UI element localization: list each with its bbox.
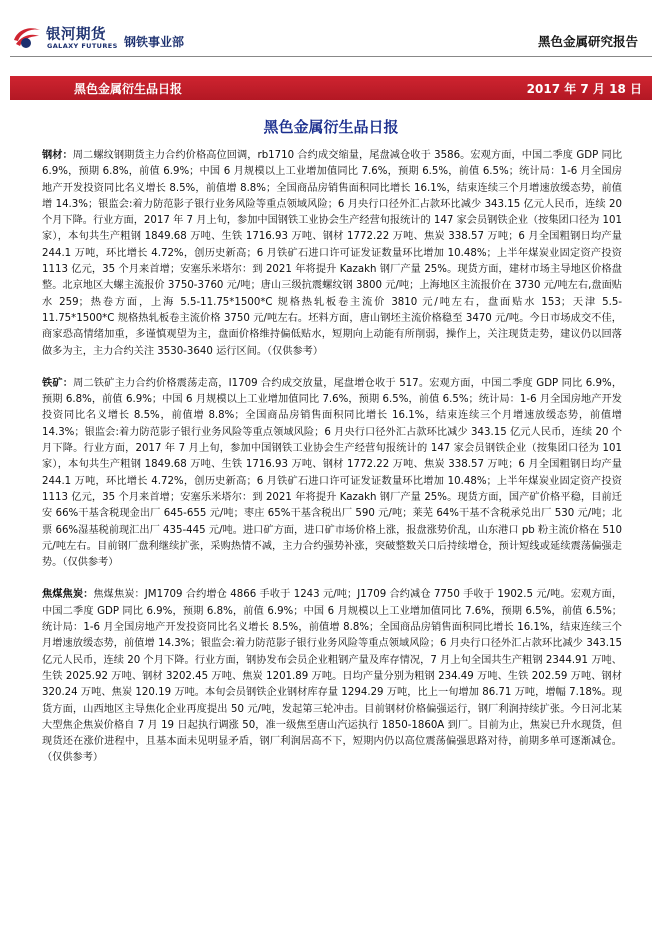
section-coking-coal-coke: [42, 587, 622, 766]
title-banner: [10, 76, 652, 100]
header-divider: [10, 56, 652, 57]
section-text: 焦煤焦炭：JM1709 合约增仓 4866 手收于 1243 元/吨；J1709 合约减仓 7750 手收于 1902.5 元/吨。宏观方面，中国二季度 GDP 同比 6.9%，预期 6.8%，前值 6.9%；中国 6 月规模以上工业增加值同比 7.6%，预期 6.5%，前值 6.5%；统计局：1-6 月全国房地产开发投资同比名义增长 8.5%，前值增 8.8%；全国商品房销售面积同比增长 16.1%，结束连续三个月增速放缓态势，前值增 14.3%；银监会:着力防范影子银行业务风险等重点领域风险；6 月央行口径外汇占款环比减少 343.15 亿元人民币，连续 20 个月下降。行业方面，钢协发布会员企业粗钢产量及库存情况，7 月上旬全国共生产粗钢 2344.91 万吨、生铁 2025.92 万吨、钢材 3202.45 万吨、焦炭 1201.89 万吨。日均产量分别为粗钢 234.49 万吨、生铁 202.59 万吨、钢材 320.24 万吨、焦炭 120.19 万吨。本旬会员钢铁企业钢材库存量 1294.29 万吨，比上一旬增加 86.71 万吨，增幅 7.18%。现货方面，山西地区主导焦化企业再度提出 50 元/吨，发起第三轮冲击。目前钢材价格偏强运行，钢厂利润持续扩张。今日河北某大型焦企焦炭价格自 7 月 19 日起执行调涨 50，准一级焦至唐山汽运执行 1850-1860A 到厂。目前为止，焦炭已升水现货，但现货还在涨价进程中，且基本面未见明显矛盾，钢厂利润居高不下，短期内仍以高位震荡偏强思路对待，前期多单可逐渐减仓。（仅供参考）: [42, 589, 623, 764]
report-body: [42, 148, 622, 783]
brand-name: 银河期货: [46, 27, 106, 43]
section-text: 周二铁矿主力合约价格震荡走高，I1709 合约成交放量，尾盘增仓收于 517。宏观方面，中国二季度 GDP 同比 6.9%，预期 6.8%，前值 6.9%；中国 6 月规模以上工业增加值同比 7.6%，预期 6.5%，前值 6.5%；统计局：1-6 月全国房地产开发投资同比名义增长 8.5%，前值增 8.8%；全国商品房销售面积同比增长 16.1%，结束连续三个月增速放缓态势，前值增 14.3%；银监会:着力防范影子银行业务风险等重点领域风险；6 月央行口径外汇占款环比减少 343.15 亿元人民币，连续 20 个月下降。行业方面，2017 年 7 月上旬，参加中国钢铁工业协会生产经营旬报统计的 147 家会员钢铁企业（按集团口径为 101 家），本旬共生产粗钢 1849.68 万吨、生铁 1716.93 万吨、钢材 1772.22 万吨、焦炭 338.57 万吨；6 月全国粗钢日均产量 244.1 万吨，环比增长 4.72%，创历史新高；6 月铁矿石进口许可证发证数量环比增加 10.48%；上半年煤炭业固定资产投资 1113 亿元，35 个月来首增；安塞乐米塔尔：到 2021 年将提升 Kazakh 钢厂产量 25%。现货方面，国产矿价格平稳，目前迁安 66%干基含税现金出厂 645-655 元/吨；枣庄 65%干基含税出厂 590 元/吨；莱芜 64%干基不含税承兑出厂 530 元/吨；北票 66%湿基税前现汇出厂 435-445 元/吨。进口矿方面，进口矿市场价格上涨，报盘涨势价乱，山东港口 pb 粉主流价格在 510 元/吨左右。目前钢厂盘利继续扩张，采购热情不减，主力合约强势补涨，突破整数关口后持续增仓，预计短线或延续震荡偏强走势。（仅供参考）: [42, 377, 623, 569]
brand-name-english: GALAXY FUTURES: [47, 42, 118, 50]
document-title: 黑色金属衍生品日报: [263, 118, 399, 136]
section-heading: 焦煤焦炭：: [42, 589, 94, 601]
section-text: 周二螺纹钢期货主力合约价格高位回调，rb1710 合约成交缩量，尾盘减仓收于 3586。宏观方面，中国二季度 GDP 同比 6.9%，预期 6.8%，前值 6.9%；中国 6 月规模以上工业增加值同比 7.6%，预期 6.5%，前值 6.5%；统计局：1-6 月全国房地产开发投资同比名义增长 8.5%，前值增 8.8%；全国商品房销售面积同比增长 16.1%，结束连续三个月增速放缓态势，前值增 14.3%；银监会:着力防范影子银行业务风险等重点领域风险；6 月央行口径外汇占款环比减少 343.15 亿元人民币，连续 20 个月下降。行业方面，2017 年 7 月上旬，参加中国钢铁工业协会生产经营旬报统计的 147 家会员钢铁企业（按集团口径为 101 家），本旬共生产粗钢 1849.68 万吨、生铁 1716.93 万吨、钢材 1772.22 万吨、焦炭 338.57 万吨；6 月全国粗钢日均产量 244.1 万吨，环比增长 4.72%，创历史新高；6 月铁矿石进口许可证发证数量环比增加 10.48%；上半年煤炭业固定资产投资 1113 亿元，35 个月来首增；安塞乐米塔尔：到 2021 年将提升 Kazakh 钢厂产量 25%。现货方面，建材市场主导地区价格盘整。北京地区大螺主流报价 3750-3760 元/吨；唐山三级抗震螺纹钢 3800 元/吨；上海地区主流报价在 3730 元/吨左右,盘面贴水 259；热卷方面，上海 5.5-11.75*1500*C 规格热轧板卷主流价 3810 元/吨左右，盘面贴水 153；天津 5.5-11.75*1500*C 规格热轧板卷主流价格 3750 元/吨左右。坯料方面，唐山钢坯主流价格稳至 3470 元/吨。今日市场成交不佳，商家恐高情绪加重，多谨慎观望为主，盘面价格维持偏低贴水，短期向上动能有所削弱，操作上，关注现货走势，建议仍以回落做多为主，主力合约关注 3530-3640 运行区间。（仅供参考）: [42, 150, 623, 357]
banner-title: 黑色金属衍生品日报: [74, 82, 183, 96]
report-date: 2017 年 7 月 18 日: [526, 82, 642, 96]
section-heading: 铁矿：: [42, 377, 74, 389]
section-steel: [42, 148, 622, 360]
section-heading: 钢材：: [42, 150, 73, 161]
report-type-label: 黑色金属研究报告: [537, 34, 638, 49]
galaxy-logo-icon: [12, 24, 42, 50]
department-label: 钢铁事业部: [124, 35, 185, 49]
section-iron-ore: [42, 376, 622, 572]
page-header: [0, 0, 662, 60]
